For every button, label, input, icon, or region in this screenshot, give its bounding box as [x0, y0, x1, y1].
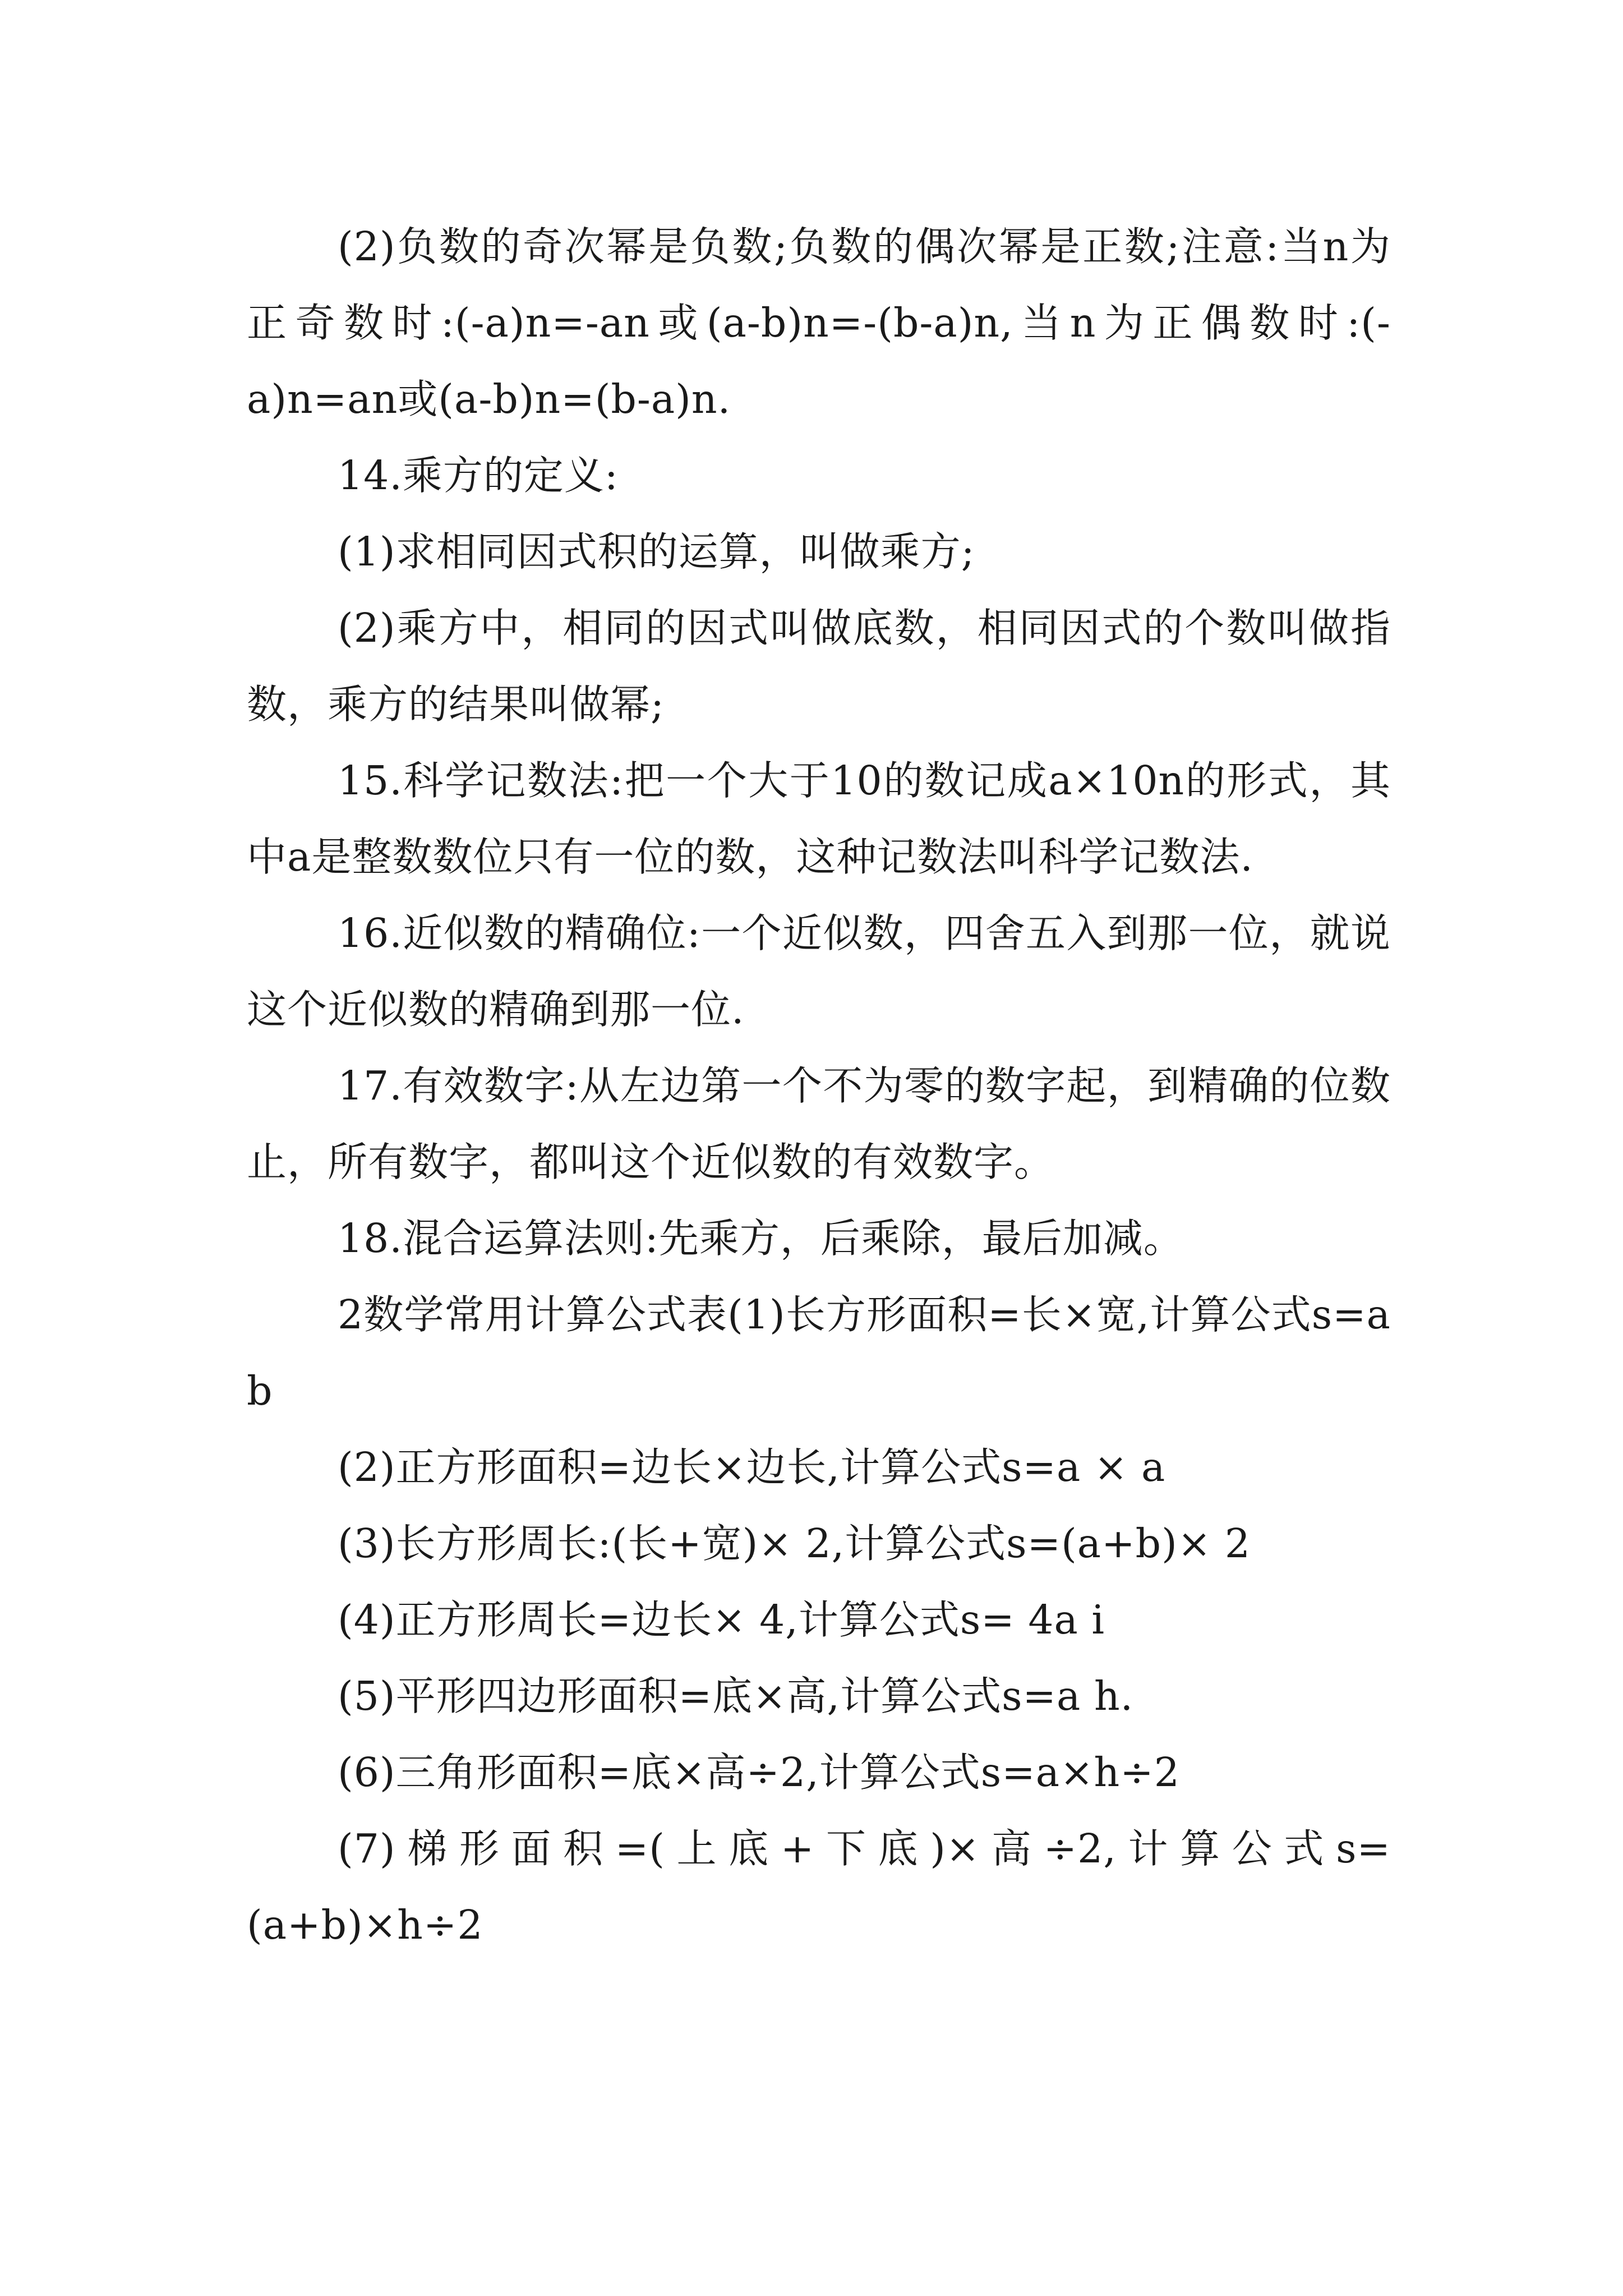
paragraph-formula-rectangle-perimeter: (3)长方形周长:(长+宽)× 2,计算公式s=(a+b)× 2: [338, 1520, 1251, 1567]
paragraph-formula-parallelogram-area: (5)平形四边形面积=底×高,计算公式s=a h.: [338, 1673, 1134, 1719]
paragraph-significant-figures: 17.有效数字:从左边第一个不为零的数字起，到精确的位数止，所有数字，都叫这个近似数的有效数字。: [247, 1062, 1391, 1185]
paragraph-formula-triangle-area: (6)三角形面积=底×高÷2,计算公式s=a×h÷2: [338, 1749, 1180, 1796]
paragraph-formula-trapezoid-area: (7)梯形面积=(上底+下底)×高÷2,计算公式s=(a+b)×h÷2: [247, 1825, 1391, 1948]
paragraph-formula-square-area: (2)正方形面积=边长×边长,计算公式s=a × a: [338, 1444, 1166, 1490]
paragraph-power-definition-2: (2)乘方中，相同的因式叫做底数，相同因式的个数叫做指数，乘方的结果叫做幂;: [247, 605, 1391, 728]
paragraph-power-definition-heading: 14.乘方的定义:: [338, 452, 619, 499]
paragraph-mixed-operations: 18.混合运算法则:先乘方，后乘除，最后加减。: [338, 1215, 1184, 1262]
paragraph-approximate-precision: 16.近似数的精确位:一个近似数，四舍五入到那一位，就说这个近似数的精确到那一位.: [247, 910, 1391, 1033]
paragraph-formula-rectangle-area: 2数学常用计算公式表(1)长方形面积=长×宽,计算公式s=a b: [247, 1291, 1391, 1414]
paragraph-negative-powers: (2)负数的奇次幂是负数;负数的偶次幂是正数;注意:当n为正奇数时:(-a)n=-an或(a-b)n=-(b-a)n,当n为正偶数时:(-a)n=an或(a-b)n=(b-a)n.: [247, 223, 1391, 422]
paragraph-power-definition-1: (1)求相同因式积的运算，叫做乘方;: [338, 528, 975, 575]
document-body: [247, 209, 1391, 1963]
paragraph-scientific-notation: 15.科学记数法:把一个大于10的数记成a×10n的形式，其中a是整数数位只有一位的数，这种记数法叫科学记数法.: [247, 757, 1391, 880]
paragraph-formula-square-perimeter: (4)正方形周长=边长× 4,计算公式s= 4a i: [338, 1596, 1105, 1643]
